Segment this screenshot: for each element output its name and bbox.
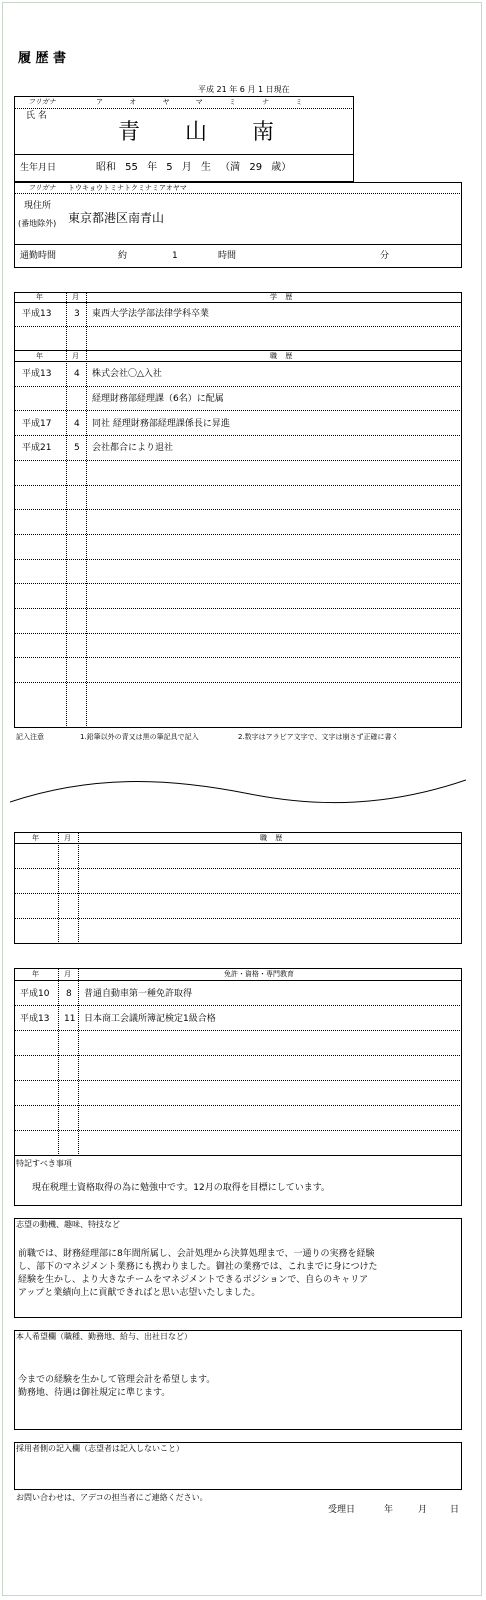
motivation-label: 志望の動機、趣味、特技など: [16, 1220, 120, 1229]
note-1: 1.鉛筆以外の青又は黒の筆記具で記入: [80, 733, 199, 741]
page-break-wave: [10, 772, 466, 812]
address-value: 東京都港区南青山: [68, 211, 165, 225]
education-col-month: 月: [72, 293, 79, 301]
education-col-content: 学 歴: [270, 293, 293, 301]
commute-about: 約: [118, 251, 128, 261]
received-day: 日: [450, 1505, 460, 1515]
row-divider: [14, 435, 462, 436]
licenses-table: [14, 968, 462, 1156]
career-col-month: 月: [72, 352, 79, 360]
note-label: 記入注意: [16, 733, 44, 741]
licenses-col-year: 年: [32, 970, 39, 978]
row-divider: [14, 485, 462, 486]
address-block: [14, 182, 462, 268]
birth-label: 生年月日: [20, 163, 57, 173]
request-line: 勤務地、待遇は御社規定に準じます。: [18, 1388, 171, 1398]
row-divider: [14, 386, 462, 387]
row-divider: [14, 633, 462, 634]
received-month: 月: [418, 1505, 428, 1515]
special-text: 現在税理士資格取得の為に勉強中です。12月の取得を目標にしています。: [32, 1183, 331, 1193]
commute-label: 通勤時間: [20, 251, 57, 261]
row-divider: [14, 509, 462, 510]
recruiter-label: 採用者側の記入欄（志望者は記入しないこと）: [16, 1444, 184, 1453]
request-label: 本人希望欄（職種、勤務地、給与、出社日など）: [16, 1332, 192, 1341]
name-furigana: ア オ ヤ マ ミ ナ ミ: [96, 98, 303, 106]
row-divider: [14, 682, 462, 683]
address-furigana-label: フリガナ: [28, 184, 56, 192]
motivation-line: し、部下のマネジメント業務にも携わりました。御社の業務では、これまでに身につけた: [18, 1262, 378, 1272]
career2-col-month: 月: [64, 834, 71, 842]
birth-value: 昭和 55 年 5 月 生 （満 29 歳）: [96, 162, 292, 173]
education-col-year: 年: [36, 293, 43, 301]
motivation-line: アップと業績向上に貢献できればと思い志望いたしました。: [18, 1288, 261, 1298]
name-furigana-label: フリガナ: [28, 98, 56, 106]
row-divider: [14, 410, 462, 411]
row-divider: [14, 608, 462, 609]
row-divider: [14, 534, 462, 535]
row-divider: [14, 559, 462, 560]
request-line: 今までの経験を生かして管理会計を希望します。: [18, 1375, 216, 1385]
career2-col-year: 年: [32, 834, 39, 842]
career-col-year: 年: [36, 352, 43, 360]
page-title: 履 歴 書: [18, 51, 67, 66]
motivation-line: 経験を生かし、より大きなチームをマネジメントできるポジションで、自らのキャリア: [18, 1275, 369, 1285]
received-year: 年: [384, 1505, 394, 1515]
commute-hours: 1: [172, 251, 178, 261]
commute-minutes-unit: 分: [380, 251, 390, 261]
received-label: 受理日: [328, 1505, 356, 1515]
row-divider: [14, 583, 462, 584]
career2-table: [14, 832, 462, 944]
special-label: 特記すべき事項: [16, 1159, 72, 1168]
career2-col-content: 職 歴: [260, 834, 283, 842]
address-sublabel: (番地除外): [18, 219, 57, 228]
row-divider: [14, 460, 462, 461]
career-col-content: 職 歴: [270, 352, 293, 360]
note-2: 2.数字はアラビア文字で、文字は崩さず正確に書く: [238, 733, 399, 741]
address-furigana: トウキョウトミナトクミナミアオヤマ: [68, 184, 187, 192]
name-value: 青 山 南: [118, 120, 274, 145]
name-label: 氏 名: [26, 111, 47, 121]
contact-note: お問い合わせは、アデコの担当者にご連絡ください。: [16, 1493, 208, 1502]
licenses-col-content: 免許・資格・専門教育: [224, 970, 294, 978]
licenses-col-month: 月: [64, 970, 71, 978]
date-line: 平成 21 年 6 月 1 日現在: [198, 85, 290, 94]
commute-hours-unit: 時間: [218, 251, 237, 261]
row-divider: [14, 657, 462, 658]
special-notes-box: [14, 1156, 462, 1206]
address-label: 現住所: [24, 201, 52, 211]
motivation-line: 前職では、財務経理部に8年間所属し、会計処理から決算処理まで、一通りの実務を経験: [18, 1249, 375, 1259]
